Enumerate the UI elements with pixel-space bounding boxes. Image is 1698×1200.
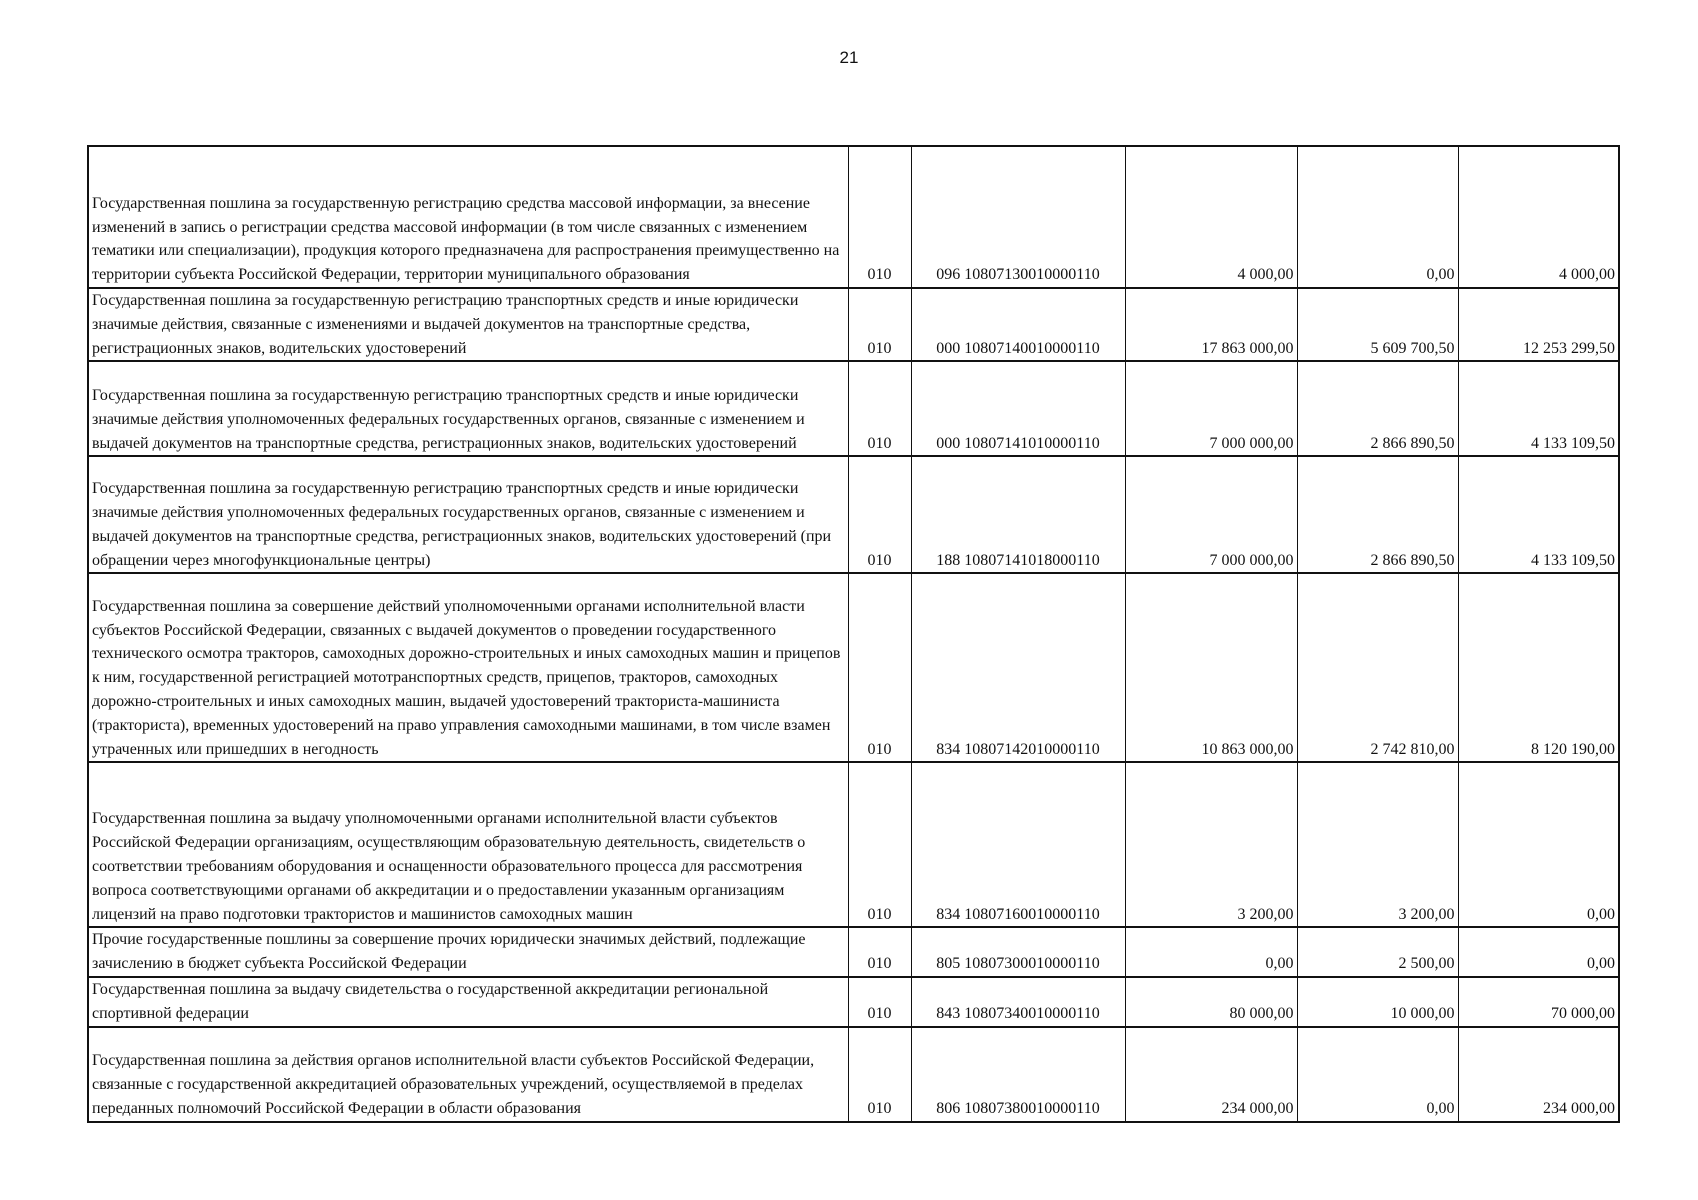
row-admin-code: 010	[848, 288, 911, 361]
row-planned-amount: 10 863 000,00	[1125, 573, 1297, 762]
row-planned-amount: 0,00	[1125, 927, 1297, 977]
row-remaining-amount: 4 133 109,50	[1458, 361, 1619, 456]
row-name: Государственная пошлина за выдачу уполномоченными органами исполнительной власти субъектов Российской Федерации организациям, осуществляющим образовательную деятельность, свидетельств о соответствии требованиям оборудования и оснащенности образовательного процесса для рассмотрения вопроса соответствующими органами об аккредитации и о предоставлении указанным организациям лицензий на право подготовки трактористов и машинистов самоходных машин	[88, 762, 848, 927]
row-budget-code: 806 10807380010000110	[911, 1027, 1125, 1122]
row-executed-amount: 10 000,00	[1297, 977, 1458, 1027]
table-row	[88, 146, 1619, 288]
row-name: Государственная пошлина за государственную регистрацию средства массовой информации, за внесение изменений в запись о регистрации средства массовой информации (в том числе связанных с изменением тематики или специализации), продукция которого предназначена для распространения преимущественно на территории субъекта Российской Федерации, территории муниципального образования	[88, 146, 848, 288]
table-row	[88, 977, 1619, 1027]
row-admin-code: 010	[848, 146, 911, 288]
row-name: Государственная пошлина за государственную регистрацию транспортных средств и иные юридически значимые действия уполномоченных федеральных государственных органов, связанные с изменением и выдачей документов на транспортные средства, регистрационных знаков, водительских удостоверений (при обращении через многофункциональные центры)	[88, 456, 848, 573]
row-name: Государственная пошлина за выдачу свидетельства о государственной аккредитации региональной спортивной федерации	[88, 977, 848, 1027]
row-budget-code: 834 10807160010000110	[911, 762, 1125, 927]
row-remaining-amount: 4 133 109,50	[1458, 456, 1619, 573]
row-name: Государственная пошлина за государственную регистрацию транспортных средств и иные юридически значимые действия, связанные с изменениями и выдачей документов на транспортные средства, регистрационных знаков, водительских удостоверений	[88, 288, 848, 361]
row-planned-amount: 17 863 000,00	[1125, 288, 1297, 361]
row-remaining-amount: 12 253 299,50	[1458, 288, 1619, 361]
row-remaining-amount: 0,00	[1458, 927, 1619, 977]
row-admin-code: 010	[848, 977, 911, 1027]
row-executed-amount: 2 866 890,50	[1297, 456, 1458, 573]
row-remaining-amount: 70 000,00	[1458, 977, 1619, 1027]
row-planned-amount: 7 000 000,00	[1125, 361, 1297, 456]
table-row	[88, 762, 1619, 927]
row-name: Государственная пошлина за государственную регистрацию транспортных средств и иные юридически значимые действия уполномоченных федеральных государственных органов, связанные с изменением и выдачей документов на транспортные средства, регистрационных знаков, водительских удостоверений	[88, 361, 848, 456]
row-name: Прочие государственные пошлины за совершение прочих юридически значимых действий, подлежащие зачислению в бюджет субъекта Российской Федерации	[88, 927, 848, 977]
row-name: Государственная пошлина за действия органов исполнительной власти субъектов Российской Федерации, связанные с государственной аккредитацией образовательных учреждений, осуществляемой в пределах переданных полномочий Российской Федерации в области образования	[88, 1027, 848, 1122]
row-planned-amount: 80 000,00	[1125, 977, 1297, 1027]
row-executed-amount: 2 866 890,50	[1297, 361, 1458, 456]
row-executed-amount: 2 500,00	[1297, 927, 1458, 977]
table-row	[88, 361, 1619, 456]
table-row	[88, 288, 1619, 361]
row-budget-code: 834 10807142010000110	[911, 573, 1125, 762]
table-row	[88, 573, 1619, 762]
row-planned-amount: 4 000,00	[1125, 146, 1297, 288]
budget-table	[87, 145, 1620, 1123]
row-planned-amount: 234 000,00	[1125, 1027, 1297, 1122]
row-budget-code: 188 10807141018000110	[911, 456, 1125, 573]
row-admin-code: 010	[848, 456, 911, 573]
row-executed-amount: 0,00	[1297, 146, 1458, 288]
row-admin-code: 010	[848, 927, 911, 977]
row-budget-code: 000 10807141010000110	[911, 361, 1125, 456]
row-admin-code: 010	[848, 361, 911, 456]
row-admin-code: 010	[848, 762, 911, 927]
table-row	[88, 1027, 1619, 1122]
row-remaining-amount: 234 000,00	[1458, 1027, 1619, 1122]
table-row	[88, 927, 1619, 977]
row-executed-amount: 2 742 810,00	[1297, 573, 1458, 762]
row-remaining-amount: 8 120 190,00	[1458, 573, 1619, 762]
row-admin-code: 010	[848, 1027, 911, 1122]
row-remaining-amount: 0,00	[1458, 762, 1619, 927]
row-budget-code: 805 10807300010000110	[911, 927, 1125, 977]
row-planned-amount: 3 200,00	[1125, 762, 1297, 927]
table-row	[88, 456, 1619, 573]
row-budget-code: 096 10807130010000110	[911, 146, 1125, 288]
row-planned-amount: 7 000 000,00	[1125, 456, 1297, 573]
row-admin-code: 010	[848, 573, 911, 762]
row-executed-amount: 3 200,00	[1297, 762, 1458, 927]
row-name: Государственная пошлина за совершение действий уполномоченными органами исполнительной власти субъектов Российской Федерации, связанных с выдачей документов о проведении государственного технического осмотра тракторов, самоходных дорожно-строительных и иных самоходных машин и прицепов к ним, государственной регистрацией мототранспортных средств, прицепов, тракторов, самоходных дорожно-строительных и иных самоходных машин, выдачей удостоверений тракториста-машиниста (тракториста), временных удостоверений на право управления самоходными машинами, в том числе взамен утраченных или пришедших в негодность	[88, 573, 848, 762]
row-executed-amount: 5 609 700,50	[1297, 288, 1458, 361]
row-remaining-amount: 4 000,00	[1458, 146, 1619, 288]
row-executed-amount: 0,00	[1297, 1027, 1458, 1122]
row-budget-code: 843 10807340010000110	[911, 977, 1125, 1027]
page-number: 21	[839, 48, 859, 67]
row-budget-code: 000 10807140010000110	[911, 288, 1125, 361]
